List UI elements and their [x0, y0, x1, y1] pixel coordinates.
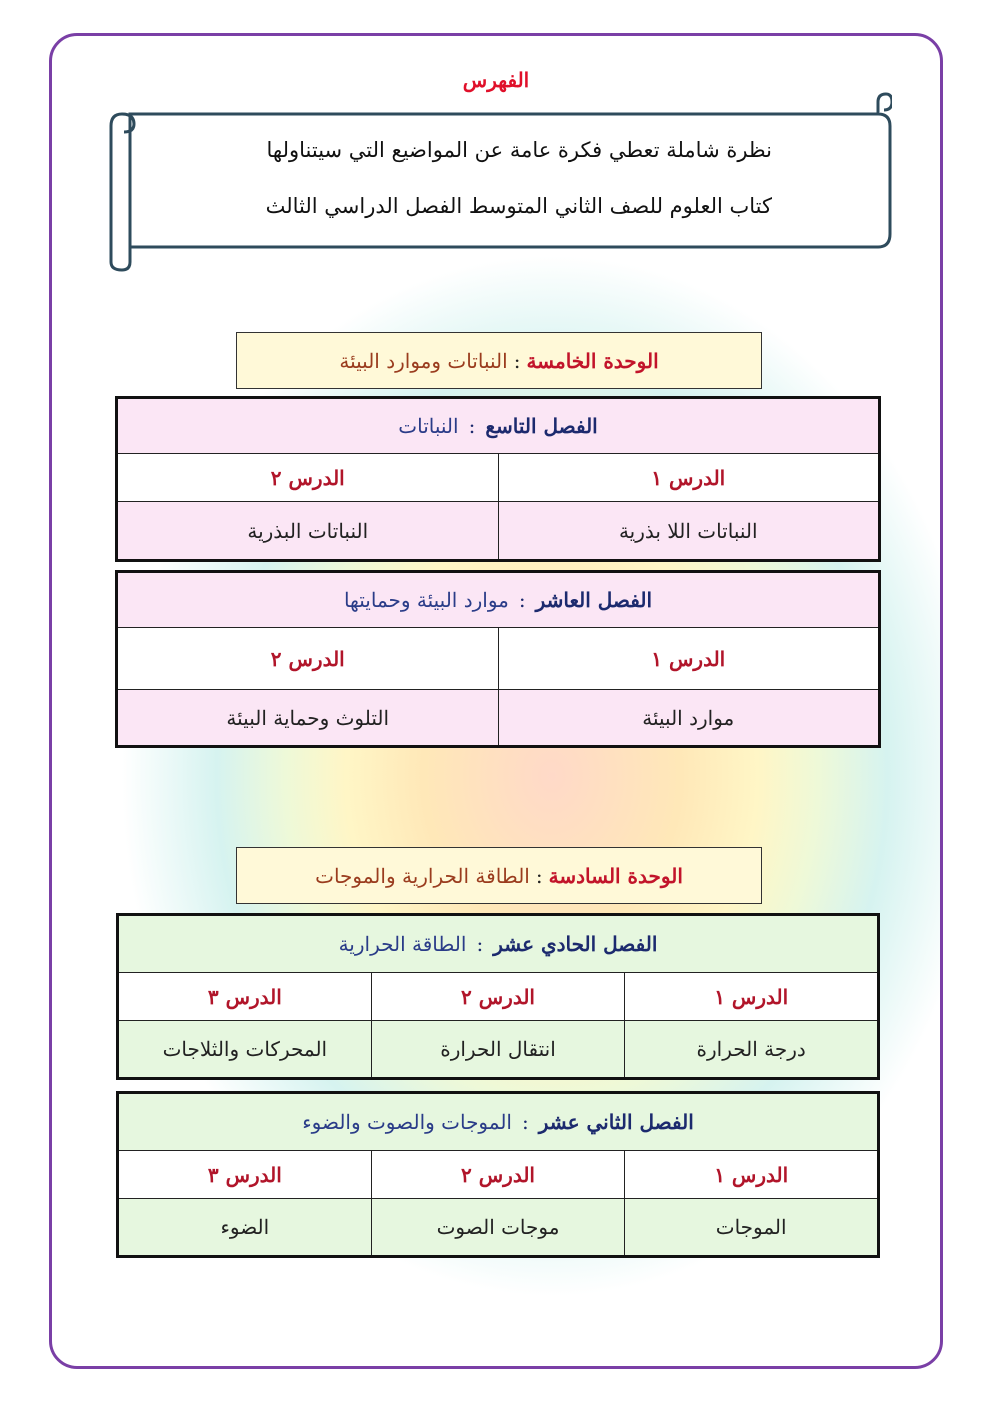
chapter-9-table: [115, 396, 881, 562]
chapter-title: الطاقة الحرارية: [338, 932, 467, 956]
lesson-label-row: [118, 1151, 879, 1199]
unit-5-header: [236, 332, 762, 389]
chapter-10-table: [115, 570, 881, 748]
chapter-12-table: [116, 1091, 880, 1258]
chapter-separator: :: [518, 588, 526, 612]
lesson-name: التلوث وحماية البيئة: [117, 690, 499, 747]
chapter-separator: :: [468, 414, 476, 438]
chapter-title: موارد البيئة وحمايتها: [343, 588, 509, 612]
chapter-header-row: [117, 572, 880, 628]
lesson-label: الدرس ٣: [118, 1151, 372, 1199]
lesson-label: الدرس ١: [625, 973, 879, 1021]
chapter-separator: :: [476, 932, 484, 956]
lesson-name: درجة الحرارة: [625, 1021, 879, 1079]
lesson-label: الدرس ٢: [371, 973, 625, 1021]
unit-separator: :: [535, 863, 543, 888]
lesson-name-row: [117, 690, 880, 747]
lesson-label: الدرس ٢: [117, 454, 499, 502]
intro-scroll-banner: [108, 92, 892, 272]
lesson-name: انتقال الحرارة: [371, 1021, 625, 1079]
unit-title: النباتات وموارد البيئة: [339, 348, 508, 373]
chapter-title: الموجات والصوت والضوء: [302, 1110, 512, 1134]
chapter-label: الفصل الثاني عشر: [538, 1110, 694, 1134]
chapter-11-table: [116, 913, 880, 1080]
lesson-name: المحركات والثلاجات: [118, 1021, 372, 1079]
lesson-name-row: [118, 1021, 879, 1079]
chapter-header-cell: [118, 1093, 879, 1151]
unit-title: الطاقة الحرارية والموجات: [315, 863, 530, 888]
intro-line-1: نظرة شاملة تعطي فكرة عامة عن المواضيع التي سيتناولها: [266, 138, 772, 162]
lesson-name: الضوء: [118, 1199, 372, 1257]
chapter-header-cell: [118, 915, 879, 973]
lesson-label: الدرس ١: [498, 628, 880, 690]
chapter-header-row: [118, 915, 879, 973]
scroll-banner-graphic: [108, 92, 892, 272]
lesson-name-row: [117, 502, 880, 561]
lesson-name: موجات الصوت: [371, 1199, 625, 1257]
intro-line-2: كتاب العلوم للصف الثاني المتوسط الفصل الدراسي الثالث: [265, 194, 772, 218]
lesson-name: الموجات: [625, 1199, 879, 1257]
chapter-separator: :: [521, 1110, 529, 1134]
lesson-label-row: [117, 628, 880, 690]
chapter-header-cell: [117, 398, 880, 454]
unit-label: الوحدة السادسة: [548, 863, 683, 888]
chapter-header-cell: [117, 572, 880, 628]
unit-separator: :: [513, 348, 521, 373]
unit-label: الوحدة الخامسة: [526, 348, 659, 373]
lesson-name: موارد البيئة: [498, 690, 880, 747]
unit-6-header: [236, 847, 762, 904]
lesson-label: الدرس ٣: [118, 973, 372, 1021]
lesson-name: النباتات اللا بذرية: [498, 502, 880, 561]
lesson-label: الدرس ١: [625, 1151, 879, 1199]
chapter-header-row: [117, 398, 880, 454]
lesson-label: الدرس ٢: [117, 628, 499, 690]
chapter-label: الفصل العاشر: [535, 588, 653, 612]
chapter-label: الفصل الحادي عشر: [493, 932, 658, 956]
lesson-label: الدرس ١: [498, 454, 880, 502]
lesson-name: النباتات البذرية: [117, 502, 499, 561]
chapter-header-row: [118, 1093, 879, 1151]
lesson-label-row: [118, 973, 879, 1021]
page-title: الفهرس: [462, 68, 530, 92]
chapter-title: النباتات: [398, 414, 459, 438]
lesson-label-row: [117, 454, 880, 502]
chapter-label: الفصل التاسع: [485, 414, 598, 438]
lesson-name-row: [118, 1199, 879, 1257]
lesson-label: الدرس ٢: [371, 1151, 625, 1199]
